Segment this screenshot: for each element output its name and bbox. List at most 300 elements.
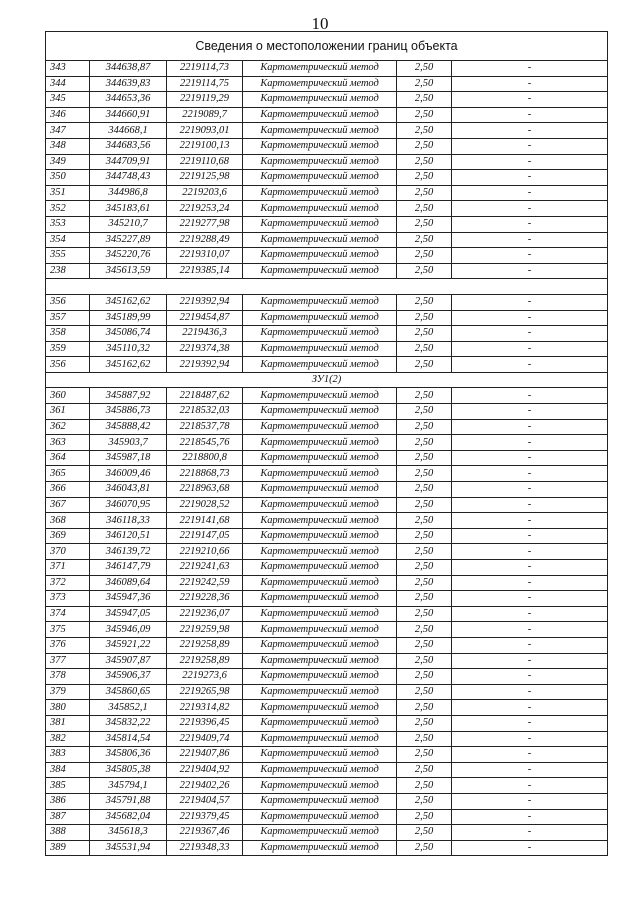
accuracy-cell: 2,50	[397, 216, 452, 232]
page-number: 10	[311, 14, 329, 33]
table-row	[46, 232, 608, 248]
table-row	[46, 61, 608, 77]
coord-y: 2219273,6	[167, 669, 243, 685]
point-number: 238	[46, 263, 90, 279]
point-number: 343	[46, 61, 90, 77]
coord-x: 344709,91	[90, 154, 167, 170]
coord-y: 2219210,66	[167, 544, 243, 560]
table-row	[46, 715, 608, 731]
table-row	[46, 747, 608, 763]
note-cell: -	[452, 747, 608, 763]
coord-x: 345227,89	[90, 232, 167, 248]
method-cell: Картометрический метод	[243, 591, 397, 607]
coord-x: 345791,88	[90, 793, 167, 809]
table-row	[46, 778, 608, 794]
coord-y: 2219147,05	[167, 528, 243, 544]
table-row	[46, 248, 608, 264]
coord-y: 2219310,07	[167, 248, 243, 264]
method-cell: Картометрический метод	[243, 809, 397, 825]
note-cell: -	[452, 669, 608, 685]
table-row	[46, 528, 608, 544]
accuracy-cell: 2,50	[397, 653, 452, 669]
note-cell: -	[452, 388, 608, 404]
note-cell: -	[452, 435, 608, 451]
method-cell: Картометрический метод	[243, 528, 397, 544]
note-cell: -	[452, 404, 608, 420]
method-cell: Картометрический метод	[243, 637, 397, 653]
point-number: 347	[46, 123, 90, 139]
coord-y: 2219392,94	[167, 357, 243, 373]
coord-x: 345613,59	[90, 263, 167, 279]
method-cell: Картометрический метод	[243, 92, 397, 108]
point-number: 375	[46, 622, 90, 638]
coord-x: 344986,8	[90, 185, 167, 201]
point-number: 382	[46, 731, 90, 747]
coord-x: 344639,83	[90, 76, 167, 92]
note-cell: -	[452, 341, 608, 357]
coord-y: 2219348,33	[167, 840, 243, 856]
point-number: 356	[46, 357, 90, 373]
note-cell: -	[452, 185, 608, 201]
method-cell: Картометрический метод	[243, 793, 397, 809]
coord-x: 345947,36	[90, 591, 167, 607]
accuracy-cell: 2,50	[397, 201, 452, 217]
table-body	[46, 32, 608, 856]
note-cell: -	[452, 263, 608, 279]
note-cell: -	[452, 310, 608, 326]
accuracy-cell: 2,50	[397, 809, 452, 825]
accuracy-cell: 2,50	[397, 482, 452, 498]
coord-y: 2219253,24	[167, 201, 243, 217]
coord-x: 345110,32	[90, 341, 167, 357]
table-row	[46, 76, 608, 92]
table-row	[46, 575, 608, 591]
coord-x: 345814,54	[90, 731, 167, 747]
point-number: 345	[46, 92, 90, 108]
accuracy-cell: 2,50	[397, 170, 452, 186]
coord-x: 344668,1	[90, 123, 167, 139]
accuracy-cell: 2,50	[397, 793, 452, 809]
table-row	[46, 809, 608, 825]
coord-x: 346147,79	[90, 560, 167, 576]
note-cell: -	[452, 232, 608, 248]
point-number: 366	[46, 482, 90, 498]
table-row	[46, 263, 608, 279]
accuracy-cell: 2,50	[397, 341, 452, 357]
boundary-coordinates-table	[45, 31, 608, 856]
point-number: 377	[46, 653, 90, 669]
coord-y: 2219114,73	[167, 61, 243, 77]
point-number: 365	[46, 466, 90, 482]
accuracy-cell: 2,50	[397, 825, 452, 841]
point-number: 371	[46, 560, 90, 576]
point-number: 354	[46, 232, 90, 248]
method-cell: Картометрический метод	[243, 419, 397, 435]
method-cell: Картометрический метод	[243, 76, 397, 92]
coord-x: 346139,72	[90, 544, 167, 560]
note-cell: -	[452, 123, 608, 139]
accuracy-cell: 2,50	[397, 435, 452, 451]
coord-y: 2219314,82	[167, 700, 243, 716]
note-cell: -	[452, 653, 608, 669]
accuracy-cell: 2,50	[397, 185, 452, 201]
note-cell: -	[452, 450, 608, 466]
accuracy-cell: 2,50	[397, 123, 452, 139]
method-cell: Картометрический метод	[243, 294, 397, 310]
method-cell: Картометрический метод	[243, 575, 397, 591]
table-row	[46, 419, 608, 435]
coord-x: 345794,1	[90, 778, 167, 794]
coord-x: 345805,38	[90, 762, 167, 778]
note-cell: -	[452, 154, 608, 170]
table-row	[46, 482, 608, 498]
method-cell: Картометрический метод	[243, 107, 397, 123]
note-cell: -	[452, 513, 608, 529]
coord-y: 2218963,68	[167, 482, 243, 498]
accuracy-cell: 2,50	[397, 404, 452, 420]
point-number: 383	[46, 747, 90, 763]
coord-y: 2219119,29	[167, 92, 243, 108]
table-row	[46, 669, 608, 685]
note-cell: -	[452, 138, 608, 154]
method-cell: Картометрический метод	[243, 684, 397, 700]
accuracy-cell: 2,50	[397, 762, 452, 778]
coord-y: 2219379,45	[167, 809, 243, 825]
coord-y: 2219236,07	[167, 606, 243, 622]
point-number: 376	[46, 637, 90, 653]
method-cell: Картометрический метод	[243, 466, 397, 482]
method-cell: Картометрический метод	[243, 731, 397, 747]
coord-x: 345220,76	[90, 248, 167, 264]
coord-y: 2219454,87	[167, 310, 243, 326]
table-row	[46, 154, 608, 170]
accuracy-cell: 2,50	[397, 263, 452, 279]
point-number: 349	[46, 154, 90, 170]
coord-x: 345907,87	[90, 653, 167, 669]
point-number: 373	[46, 591, 90, 607]
method-cell: Картометрический метод	[243, 840, 397, 856]
point-number: 389	[46, 840, 90, 856]
note-cell: -	[452, 544, 608, 560]
table-row	[46, 450, 608, 466]
note-cell: -	[452, 76, 608, 92]
method-cell: Картометрический метод	[243, 653, 397, 669]
note-cell: -	[452, 731, 608, 747]
table-row	[46, 388, 608, 404]
coord-x: 344638,87	[90, 61, 167, 77]
method-cell: Картометрический метод	[243, 232, 397, 248]
note-cell: -	[452, 700, 608, 716]
table-row	[46, 310, 608, 326]
coord-y: 2219228,36	[167, 591, 243, 607]
coord-x: 345946,09	[90, 622, 167, 638]
method-cell: Картометрический метод	[243, 170, 397, 186]
method-cell: Картометрический метод	[243, 715, 397, 731]
note-cell: -	[452, 61, 608, 77]
point-number: 378	[46, 669, 90, 685]
note-cell: -	[452, 778, 608, 794]
point-number: 352	[46, 201, 90, 217]
note-cell: -	[452, 357, 608, 373]
coord-y: 2219028,52	[167, 497, 243, 513]
note-cell: -	[452, 825, 608, 841]
method-cell: Картометрический метод	[243, 123, 397, 139]
coord-x: 345682,04	[90, 809, 167, 825]
table-row	[46, 840, 608, 856]
coord-y: 2219100,13	[167, 138, 243, 154]
point-number: 379	[46, 684, 90, 700]
method-cell: Картометрический метод	[243, 154, 397, 170]
method-cell: Картометрический метод	[243, 357, 397, 373]
point-number: 368	[46, 513, 90, 529]
method-cell: Картометрический метод	[243, 560, 397, 576]
table-row	[46, 435, 608, 451]
point-number: 351	[46, 185, 90, 201]
table-row	[46, 138, 608, 154]
accuracy-cell: 2,50	[397, 669, 452, 685]
note-cell: -	[452, 575, 608, 591]
separator-row	[46, 279, 608, 295]
note-cell: -	[452, 248, 608, 264]
note-cell: -	[452, 326, 608, 342]
coord-x: 344653,36	[90, 92, 167, 108]
note-cell: -	[452, 762, 608, 778]
method-cell: Картометрический метод	[243, 61, 397, 77]
method-cell: Картометрический метод	[243, 248, 397, 264]
point-number: 360	[46, 388, 90, 404]
coord-y: 2219277,98	[167, 216, 243, 232]
coord-y: 2219125,98	[167, 170, 243, 186]
method-cell: Картометрический метод	[243, 450, 397, 466]
coord-x: 346009,46	[90, 466, 167, 482]
coord-y: 2219409,74	[167, 731, 243, 747]
coord-y: 2218532,03	[167, 404, 243, 420]
accuracy-cell: 2,50	[397, 606, 452, 622]
accuracy-cell: 2,50	[397, 294, 452, 310]
method-cell: Картометрический метод	[243, 263, 397, 279]
note-cell: -	[452, 201, 608, 217]
accuracy-cell: 2,50	[397, 388, 452, 404]
table-row	[46, 466, 608, 482]
table-row	[46, 637, 608, 653]
table-row	[46, 622, 608, 638]
accuracy-cell: 2,50	[397, 107, 452, 123]
accuracy-cell: 2,50	[397, 310, 452, 326]
coord-y: 2219093,01	[167, 123, 243, 139]
coord-y: 2219385,14	[167, 263, 243, 279]
table-row	[46, 560, 608, 576]
coord-y: 2219407,86	[167, 747, 243, 763]
table-title: Сведения о местоположении границ объекта	[46, 32, 608, 61]
table-row	[46, 201, 608, 217]
coord-y: 2219402,26	[167, 778, 243, 794]
table-row	[46, 731, 608, 747]
method-cell: Картометрический метод	[243, 185, 397, 201]
accuracy-cell: 2,50	[397, 528, 452, 544]
note-cell: -	[452, 482, 608, 498]
point-number: 344	[46, 76, 90, 92]
coord-x: 346043,81	[90, 482, 167, 498]
point-number: 358	[46, 326, 90, 342]
table-row	[46, 294, 608, 310]
table-row	[46, 684, 608, 700]
section-label: ЗУ1(2)	[46, 372, 608, 388]
coord-x: 345987,18	[90, 450, 167, 466]
table-row	[46, 544, 608, 560]
accuracy-cell: 2,50	[397, 544, 452, 560]
method-cell: Картометрический метод	[243, 778, 397, 794]
coord-x: 345618,3	[90, 825, 167, 841]
coord-y: 2219241,63	[167, 560, 243, 576]
accuracy-cell: 2,50	[397, 61, 452, 77]
coord-x: 345921,22	[90, 637, 167, 653]
coord-y: 2219374,38	[167, 341, 243, 357]
point-number: 346	[46, 107, 90, 123]
note-cell: -	[452, 528, 608, 544]
accuracy-cell: 2,50	[397, 497, 452, 513]
coord-x: 345832,22	[90, 715, 167, 731]
method-cell: Картометрический метод	[243, 326, 397, 342]
method-cell: Картометрический метод	[243, 435, 397, 451]
coord-x: 345852,1	[90, 700, 167, 716]
point-number: 374	[46, 606, 90, 622]
table-row	[46, 653, 608, 669]
note-cell: -	[452, 840, 608, 856]
accuracy-cell: 2,50	[397, 637, 452, 653]
accuracy-cell: 2,50	[397, 466, 452, 482]
method-cell: Картометрический метод	[243, 606, 397, 622]
accuracy-cell: 2,50	[397, 575, 452, 591]
coord-y: 2219114,75	[167, 76, 243, 92]
coord-y: 2219258,89	[167, 637, 243, 653]
note-cell: -	[452, 809, 608, 825]
note-cell: -	[452, 107, 608, 123]
coord-y: 2219288,49	[167, 232, 243, 248]
accuracy-cell: 2,50	[397, 326, 452, 342]
accuracy-cell: 2,50	[397, 154, 452, 170]
method-cell: Картометрический метод	[243, 404, 397, 420]
method-cell: Картометрический метод	[243, 497, 397, 513]
point-number: 369	[46, 528, 90, 544]
coord-y: 2219141,68	[167, 513, 243, 529]
table-row	[46, 606, 608, 622]
accuracy-cell: 2,50	[397, 731, 452, 747]
coord-y: 2219404,92	[167, 762, 243, 778]
coord-x: 345189,99	[90, 310, 167, 326]
point-number: 357	[46, 310, 90, 326]
method-cell: Картометрический метод	[243, 216, 397, 232]
point-number: 361	[46, 404, 90, 420]
table-row	[46, 107, 608, 123]
coord-y: 2218537,78	[167, 419, 243, 435]
point-number: 381	[46, 715, 90, 731]
method-cell: Картометрический метод	[243, 513, 397, 529]
method-cell: Картометрический метод	[243, 310, 397, 326]
accuracy-cell: 2,50	[397, 450, 452, 466]
coord-y: 2218868,73	[167, 466, 243, 482]
coord-y: 2218800,8	[167, 450, 243, 466]
coord-x: 344683,56	[90, 138, 167, 154]
method-cell: Картометрический метод	[243, 825, 397, 841]
table-row	[46, 341, 608, 357]
point-number: 364	[46, 450, 90, 466]
table-row	[46, 700, 608, 716]
point-number: 367	[46, 497, 90, 513]
note-cell: -	[452, 684, 608, 700]
table-row	[46, 762, 608, 778]
point-number: 363	[46, 435, 90, 451]
separator-cell	[46, 279, 608, 295]
point-number: 388	[46, 825, 90, 841]
coord-x: 345947,05	[90, 606, 167, 622]
method-cell: Картометрический метод	[243, 482, 397, 498]
coord-x: 345860,65	[90, 684, 167, 700]
coord-x: 345806,36	[90, 747, 167, 763]
coord-x: 345906,37	[90, 669, 167, 685]
point-number: 355	[46, 248, 90, 264]
coord-y: 2219396,45	[167, 715, 243, 731]
coord-y: 2219203,6	[167, 185, 243, 201]
point-number: 359	[46, 341, 90, 357]
section-header-row	[46, 372, 608, 388]
coord-y: 2219367,46	[167, 825, 243, 841]
note-cell: -	[452, 560, 608, 576]
note-cell: -	[452, 622, 608, 638]
point-number: 380	[46, 700, 90, 716]
note-cell: -	[452, 170, 608, 186]
note-cell: -	[452, 606, 608, 622]
table-row	[46, 497, 608, 513]
accuracy-cell: 2,50	[397, 419, 452, 435]
coord-x: 345888,42	[90, 419, 167, 435]
table-row	[46, 123, 608, 139]
table-row	[46, 326, 608, 342]
note-cell: -	[452, 294, 608, 310]
point-number: 350	[46, 170, 90, 186]
coord-y: 2219110,68	[167, 154, 243, 170]
coord-y: 2219404,57	[167, 793, 243, 809]
coord-x: 345162,62	[90, 357, 167, 373]
table-row	[46, 357, 608, 373]
point-number: 385	[46, 778, 90, 794]
point-number: 362	[46, 419, 90, 435]
method-cell: Картометрический метод	[243, 747, 397, 763]
coord-x: 345086,74	[90, 326, 167, 342]
coord-y: 2219265,98	[167, 684, 243, 700]
coord-x: 345903,7	[90, 435, 167, 451]
point-number: 387	[46, 809, 90, 825]
table-row	[46, 513, 608, 529]
coord-x: 345531,94	[90, 840, 167, 856]
note-cell: -	[452, 497, 608, 513]
accuracy-cell: 2,50	[397, 560, 452, 576]
accuracy-cell: 2,50	[397, 92, 452, 108]
coord-y: 2219258,89	[167, 653, 243, 669]
point-number: 386	[46, 793, 90, 809]
coord-y: 2218545,76	[167, 435, 243, 451]
table-row	[46, 216, 608, 232]
method-cell: Картометрический метод	[243, 762, 397, 778]
accuracy-cell: 2,50	[397, 715, 452, 731]
note-cell: -	[452, 92, 608, 108]
accuracy-cell: 2,50	[397, 747, 452, 763]
accuracy-cell: 2,50	[397, 778, 452, 794]
table-row	[46, 793, 608, 809]
note-cell: -	[452, 793, 608, 809]
method-cell: Картометрический метод	[243, 700, 397, 716]
point-number: 356	[46, 294, 90, 310]
coord-x: 345886,73	[90, 404, 167, 420]
